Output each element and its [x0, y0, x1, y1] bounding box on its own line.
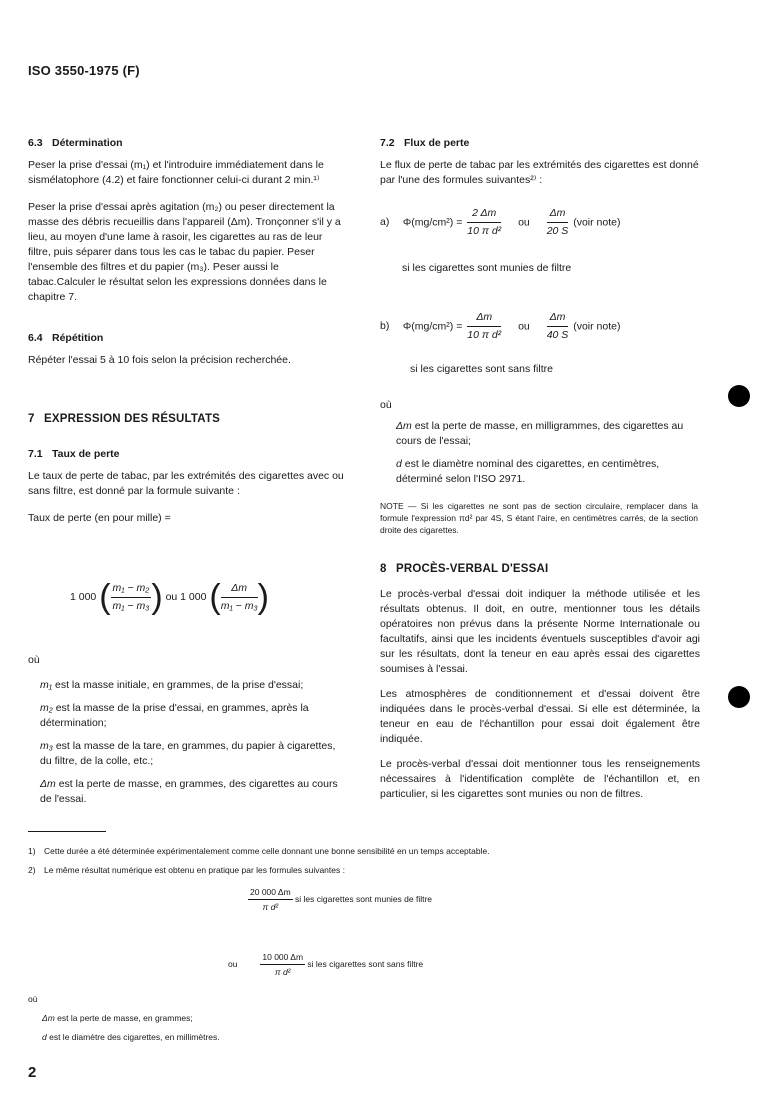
section-8-paragraph-1: Le procès-verbal d'essai doit indiquer la méthode utilisée et les résultats obtenus. Il doit, en outre, mentionner tous les détails opératoires non prévus dans la présente Norme Internationale ou facultatifs, ainsi que les incidents éventuels susceptibles d'avoir agi sur les résultats, dont la teneur en eau après essai des cigarettes soumises à l'essai.	[380, 588, 700, 675]
page-header	[28, 62, 140, 80]
flux-b-condition: si les cigarettes sont sans filtre	[410, 363, 553, 375]
page-number: 2	[28, 1064, 37, 1081]
right-definitions	[396, 419, 700, 487]
section-7-2-note: NOTE — Si les cigarettes ne sont pas de section circulaire, remplacer dans la formule l'expression πd² par 4S, S étant l'aire, en centimètres carrés, de la section droite des cigarettes.	[380, 501, 698, 535]
definition-m1: m₁ est la masse initiale, en grammes, de la prise d'essai;	[40, 679, 304, 691]
flux-formula-b: b) Φ(mg/cm²) = $\frac{\Delta m}{\text{10 π d²}}$ ou $\frac{\Delta m}{40 S}$ (voir note)	[380, 311, 621, 341]
flux-formula-a: a) Φ(mg/cm²) = $\frac{2 \Delta m}{\text{10 π d²}}$ ou $\frac{\Delta m}{20 S}$ (voir note)	[380, 207, 621, 237]
section-8	[380, 562, 700, 802]
footnote-2: 2) Le même résultat numérique est obtenu en pratique par les formules suivantes :	[28, 865, 345, 875]
right-column	[380, 136, 700, 188]
flux-b-fraction-2: $\frac{\Delta m}{40 S}$	[546, 311, 569, 341]
section-7-1-paragraph: Le taux de perte de tabac, par les extrémités des cigarettes avec ou sans filtre, est donné par la formule suivante :	[28, 470, 344, 497]
left-definitions	[40, 678, 346, 807]
section-6-3-paragraph-2: Peser la prise d'essai après agitation (m₂) ou peser directement la masse des débris recueillis dans l'appareil (Δm). Tronçonner s'il y a lieu, au moyen d'une lame à rasoir, les cigarettes au ras de leur filtre, puis séparer dans tous les cas le tabac du papier. Peser l'ensemble des filtres et du papier (m₃). Peser aussi le tabac.Calculer le résultat selon les expressions données dans le chapitre 7.	[28, 201, 341, 303]
footnote-formula-2: ou $\frac{10 000 \Delta m}{\text{π d²}}$ si les cigarettes sont sans filtre	[228, 952, 424, 977]
right-where: où	[380, 399, 392, 411]
definition-delta-m: Δm est la perte de masse, en grammes, des cigarettes au cours de l'essai.	[40, 778, 338, 805]
section-8-paragraph-3: Le procès-verbal d'essai doit mentionner tous les renseignements nécessaires à l'identification complète de l'échantillon et, en particulier, si les cigarettes sont munies ou non de filtres.	[380, 758, 700, 800]
left-column	[28, 136, 346, 526]
section-7-2-paragraph: Le flux de perte de tabac par les extrémités des cigarettes est donné par l'une des formules suivantes²⁾ :	[380, 159, 699, 186]
footnote-1: 1) Cette durée a été déterminée expérimentalement comme celle donnant une bonne sensibilité en un temps acceptable.	[28, 846, 490, 856]
section-7-heading: 7 EXPRESSION DES RÉSULTATS	[28, 413, 221, 425]
footnote-formula-1: $\frac{20 000 \Delta m}{\text{π d²}}$ si les cigarettes sont munies de filtre	[250, 887, 433, 912]
left-where: où	[28, 654, 40, 666]
flux-b-fraction-1: $\frac{\Delta m}{\text{10 π d²}}$	[467, 311, 502, 341]
footnote-rule	[28, 831, 106, 832]
section-8-heading: 8 PROCÈS-VERBAL D'ESSAI	[380, 563, 549, 575]
binding-hole-mark	[728, 385, 750, 407]
loss-rate-fraction-2: $\frac{\Delta m}{\text{m₁ − m₃}}$	[220, 581, 258, 612]
definition-flux-delta-m: Δm est la perte de masse, en milligrammes, des cigarettes au cours de l'essai;	[396, 420, 684, 447]
section-6-4-paragraph: Répéter l'essai 5 à 10 fois selon la précision recherchée.	[28, 354, 291, 366]
binding-hole-mark	[728, 686, 750, 708]
flux-a-fraction-2: $\frac{\Delta m}{20 S}$	[546, 207, 569, 237]
definition-flux-d: d est le diamètre nominal des cigarettes, en centimètres, déterminé selon l'ISO 2971.	[396, 458, 660, 485]
section-6-3-paragraph-1: Peser la prise d'essai (m₁) et l'introduire immédiatement dans le sismélatophore (4.2) et faire fonctionner celui-ci durant 2 min.¹⁾	[28, 159, 324, 186]
flux-a-fraction-1: $\frac{2 \Delta m}{\text{10 π d²}}$	[467, 207, 502, 237]
standard-number: ISO 3550-1975 (F)	[28, 63, 140, 78]
footnote-where: où	[28, 994, 38, 1004]
loss-rate-fraction-1: $\frac{\text{m₁ − m₂}}{\text{m₁ − m₃}}$	[112, 581, 150, 612]
section-6-4-heading: 6.4 Répétition	[28, 332, 104, 344]
footnote-definitions: Δm est la perte de masse, en grammes; d est le diamètre des cigarettes, en millimètres.	[42, 1013, 220, 1042]
loss-rate-formula: 1 000 ( $\frac{\text{m₁ − m₂}}{\text{m₁ − m₃}}$ ) ou 1 000 ( $\frac{\Delta m}{\text{m₁ − m₃}}$ )	[70, 578, 269, 616]
section-7-2-heading: 7.2 Flux de perte	[380, 137, 470, 149]
flux-a-condition: si les cigarettes sont munies de filtre	[402, 262, 572, 274]
definition-m3: m₃ est la masse de la tare, en grammes, du papier à cigarettes, du filtre, de la colle, etc.;	[40, 740, 336, 767]
section-6-3-heading: 6.3 Détermination	[28, 137, 123, 149]
definition-m2: m₂ est la masse de la prise d'essai, en grammes, après la détermination;	[40, 702, 309, 729]
loss-rate-label: Taux de perte (en pour mille) =	[28, 512, 171, 524]
section-8-paragraph-2: Les atmosphères de conditionnement et d'essai doivent être indiquées dans le procès-verbal d'essai. Si elle est déterminée, la teneur en eau de l'échantillon pour essai doit également être indiquée.	[380, 688, 700, 745]
section-7-1-heading: 7.1 Taux de perte	[28, 448, 120, 460]
